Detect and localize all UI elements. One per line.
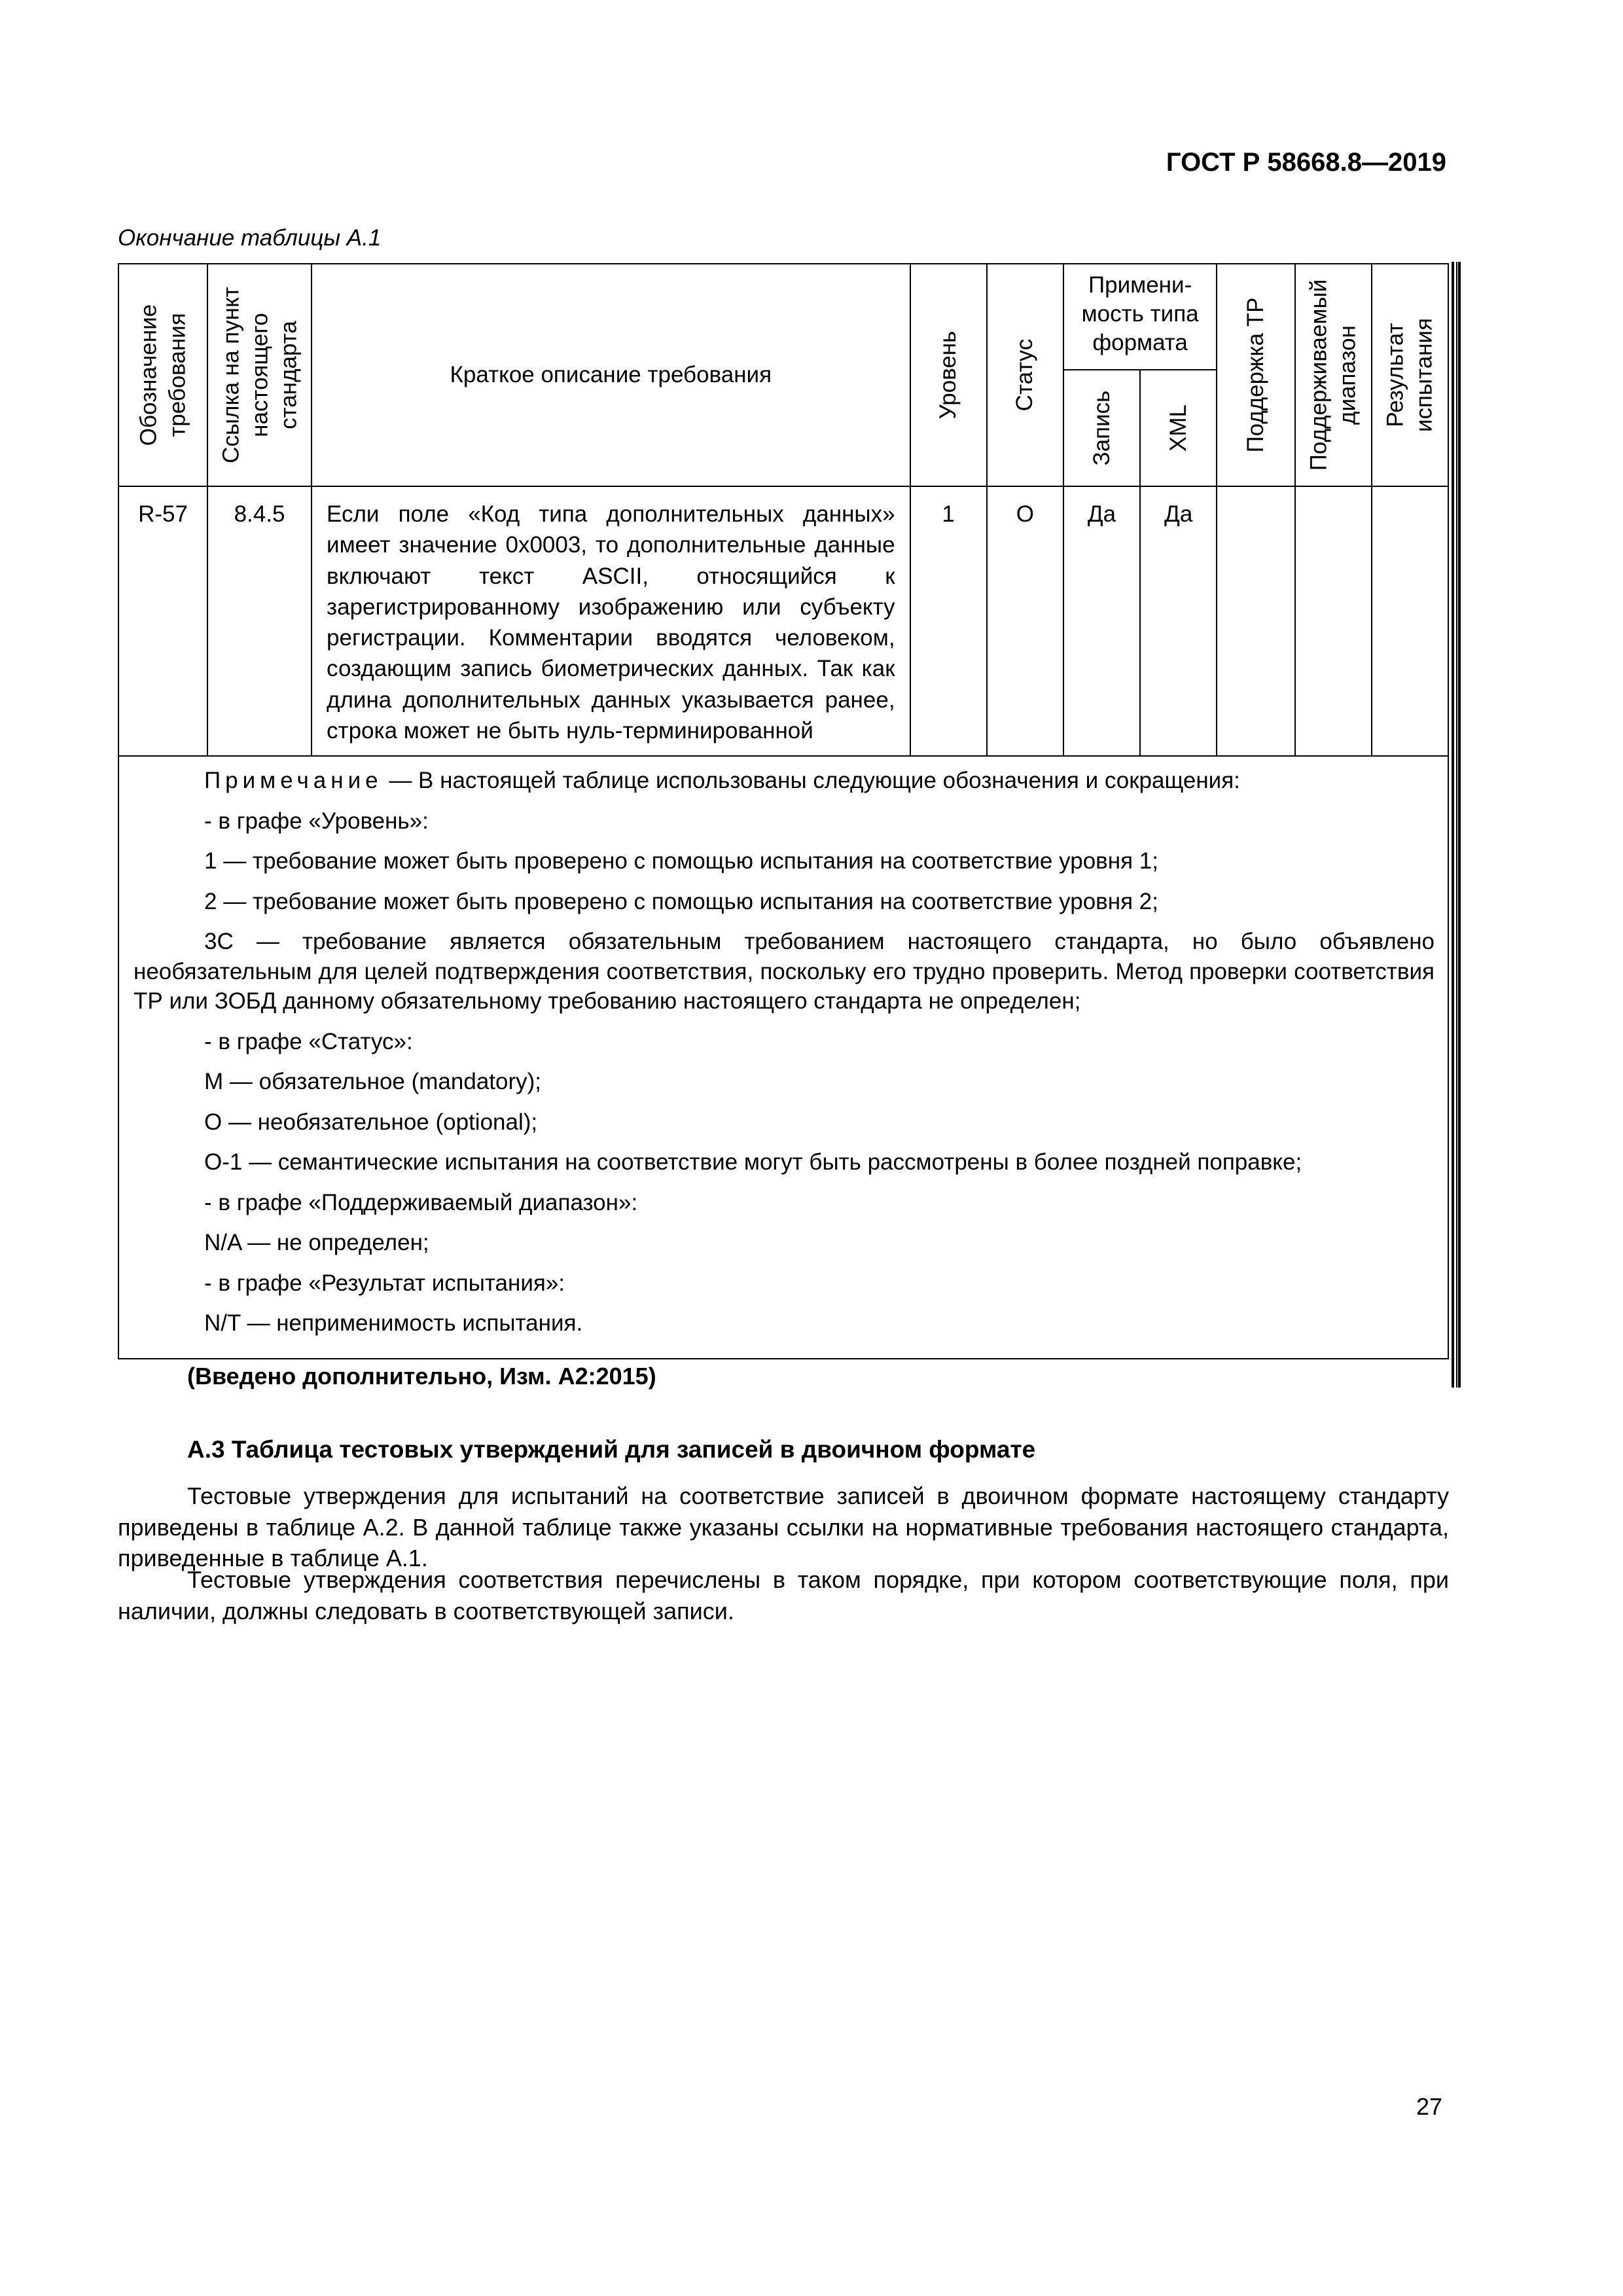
cell-status: О — [987, 486, 1063, 756]
note-line: О — необязательное (optional); — [204, 1109, 538, 1135]
cell-supported-range — [1295, 486, 1372, 756]
section-heading: А.3 Таблица тестовых утверждений для записей в двоичном формате — [187, 1436, 1036, 1463]
header-applicability: Примени- мость типа формата — [1063, 264, 1217, 370]
cell-xml: Да — [1140, 486, 1217, 756]
note-row — [118, 756, 1448, 1359]
cell-description: Если поле «Код типа дополнительных данных» имеет значение 0x0003, то дополнительные данные включают текст ASCII, относящийся к зарегистрированному изображению или субъекту регистрации. Комментарии вводятся человеком, создающим запись биометрических данных. Так как длина дополнительных данных указывается ранее, строка может не быть нуль-терминированной — [312, 486, 910, 756]
header-xml: XML — [1140, 370, 1217, 486]
cell-reference: 8.4.5 — [207, 486, 312, 756]
table-caption: Окончание таблицы А.1 — [118, 225, 382, 251]
cell-designation: R-57 — [118, 486, 207, 756]
note-intro-text: — В настоящей таблице использованы следующие обозначения и сокращения: — [382, 768, 1240, 793]
header-supported-range: Поддерживаемый диапазон — [1295, 264, 1372, 486]
amendment-note: (Введено дополнительно, Изм. А2:2015) — [187, 1363, 656, 1390]
note-line: - в графе «Статус»: — [204, 1028, 413, 1054]
cell-level: 1 — [910, 486, 987, 756]
paragraph: Тестовые утверждения для испытаний на соответствие записей в двоичном формате настоящему стандарту приведены в таблице А.2. В данной таблице также указаны ссылки на нормативные требования настоящего стандарта, приведенные в таблице А.1. — [118, 1482, 1449, 1572]
note-line: N/T — неприменимость испытания. — [204, 1310, 583, 1336]
header-tp-support: Поддержка ТР — [1217, 264, 1294, 486]
header-record: Запись — [1063, 370, 1140, 486]
requirements-table — [118, 263, 1449, 1359]
note-line: О-1 — семантические испытания на соответствие могут быть рассмотрены в более поздней поправке; — [204, 1149, 1302, 1175]
note-line: N/A — не определен; — [204, 1230, 429, 1255]
note-intro — [204, 766, 1435, 796]
header-designation: Обозначение требования — [118, 264, 207, 486]
paragraph: Тестовые утверждения соответствия перечислены в таком порядке, при котором соответствующие поля, при наличии, должны следовать в соответствующей записи. — [118, 1566, 1449, 1624]
page-number: 27 — [1416, 2093, 1442, 2120]
note-line: 2 — требование может быть проверено с помощью испытания на соответствие уровня 2; — [204, 888, 1158, 914]
table-row — [118, 486, 1448, 756]
note-line: 3С — требование является обязательным требованием настоящего стандарта, но было объявлено необязательным для целей подтверждения соответствия, поскольку его трудно проверить. Метод проверки соответствия ТР или ЗОБД данному обязательному требованию настоящего стандарта не определен; — [134, 929, 1435, 1014]
table-note — [118, 756, 1448, 1359]
cell-record: Да — [1063, 486, 1140, 756]
header-description: Краткое описание требования — [312, 264, 910, 486]
header-row — [118, 264, 1448, 370]
note-label: Примечание — [204, 768, 383, 793]
note-line: - в графе «Результат испытания»: — [204, 1270, 565, 1296]
header-level: Уровень — [910, 264, 987, 486]
note-line: - в графе «Поддерживаемый диапазон»: — [204, 1189, 638, 1215]
header-test-result: Результат испытания — [1372, 264, 1448, 486]
cell-tp-support — [1217, 486, 1294, 756]
document-code: ГОСТ Р 58668.8—2019 — [1166, 148, 1446, 177]
note-line: М — обязательное (mandatory); — [204, 1069, 542, 1094]
change-bar — [1452, 262, 1461, 1388]
cell-test-result — [1372, 486, 1448, 756]
note-line: 1 — требование может быть проверено с помощью испытания на соответствие уровня 1; — [204, 848, 1158, 874]
header-status: Статус — [987, 264, 1063, 486]
header-reference: Ссылка на пункт настоящего стандарта — [207, 264, 312, 486]
note-line: - в графе «Уровень»: — [204, 808, 429, 834]
